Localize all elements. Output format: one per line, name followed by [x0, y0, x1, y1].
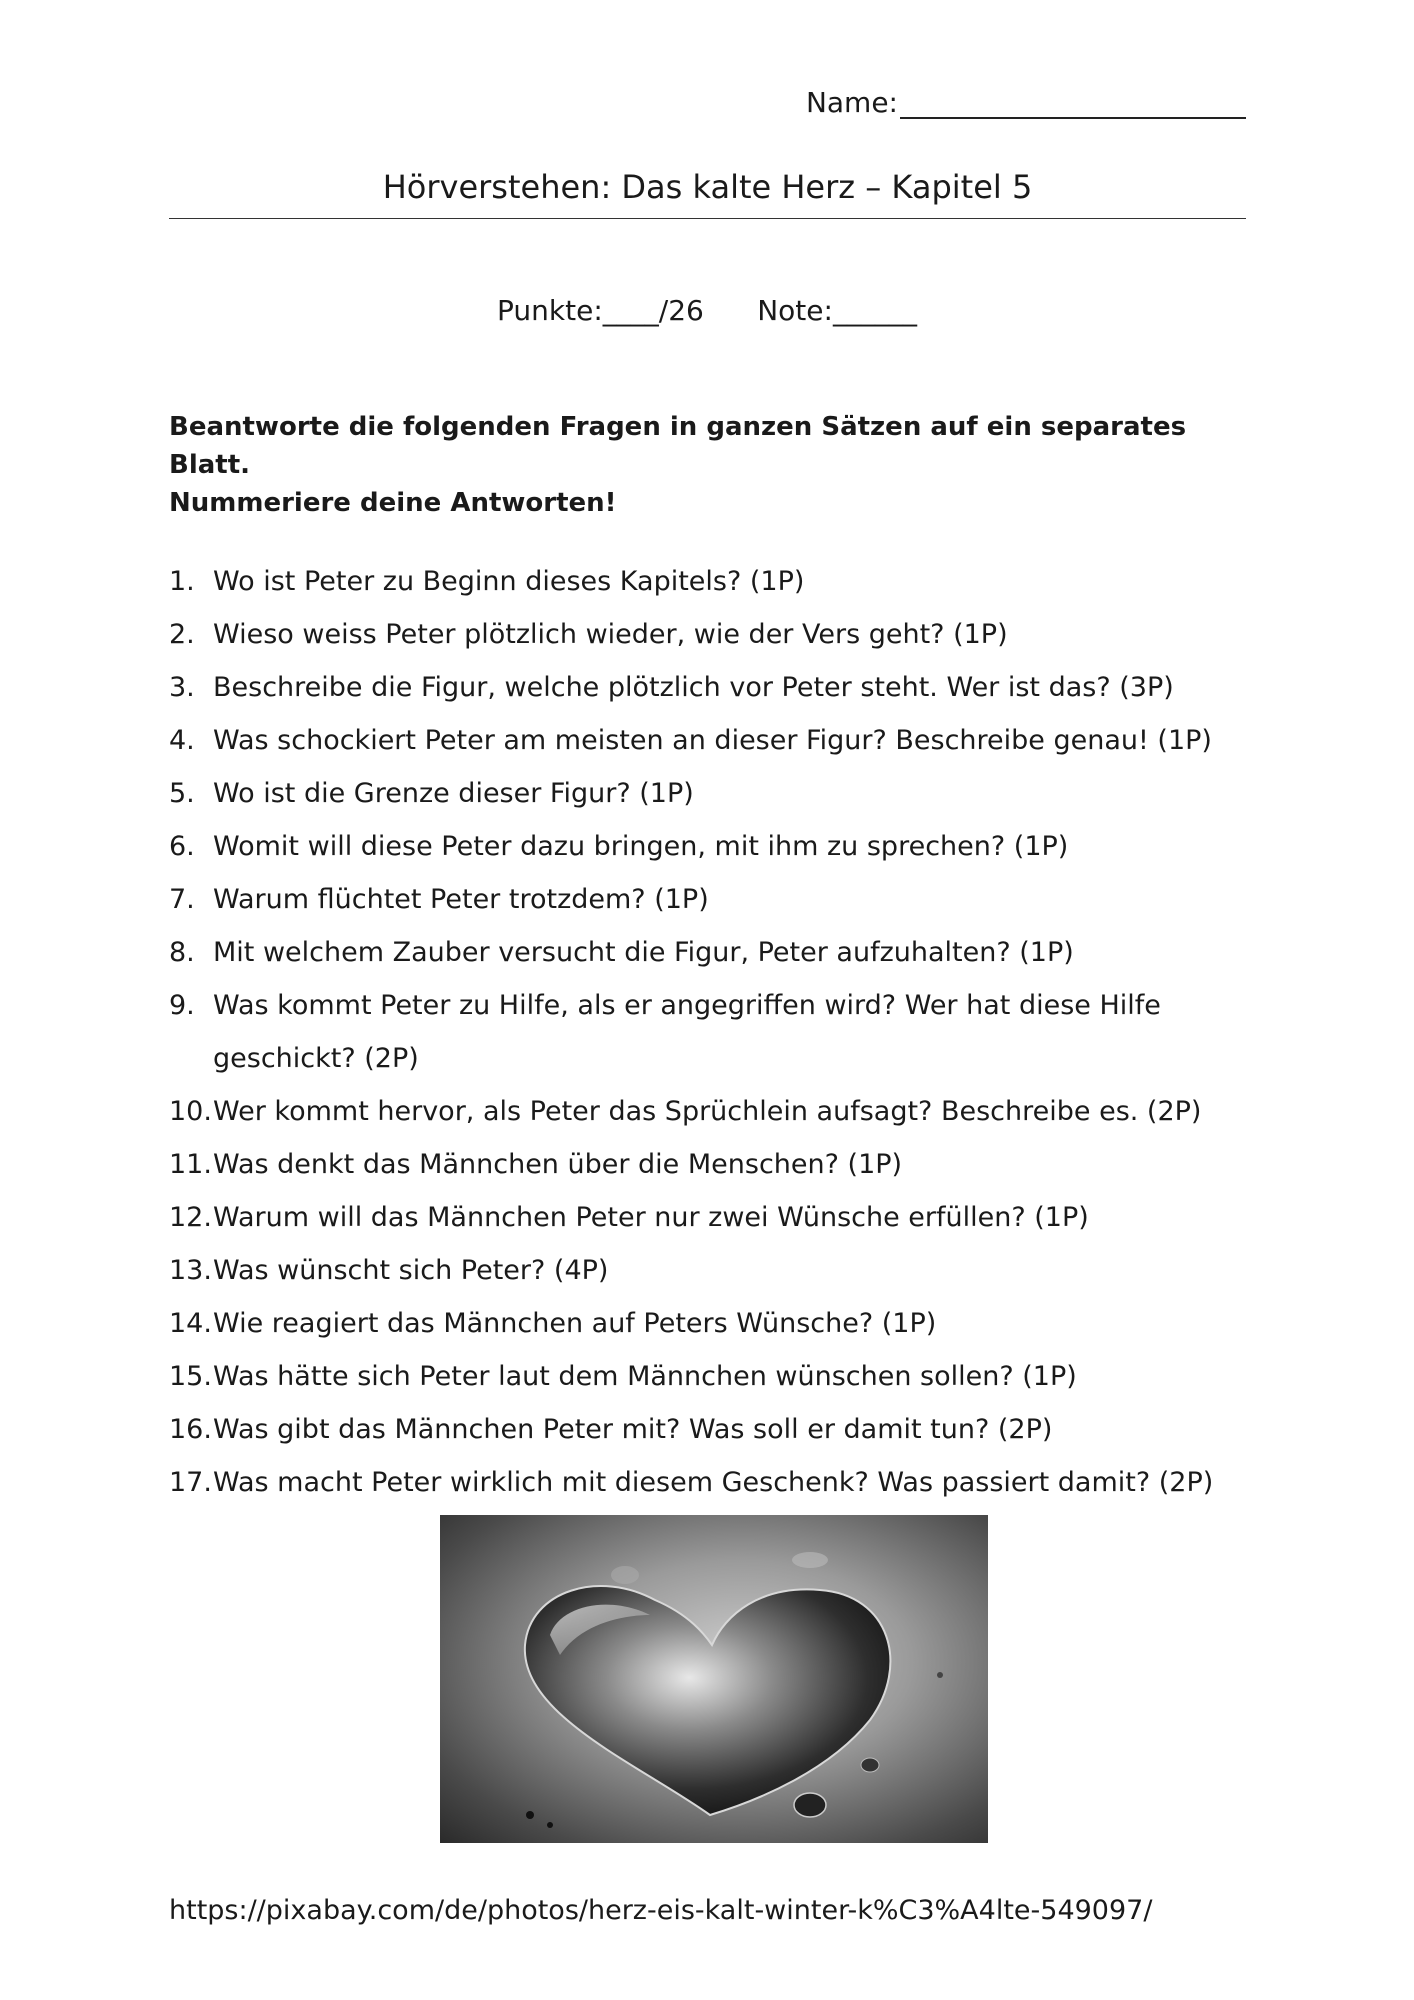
question-text: Womit will diese Peter dazu bringen, mit ihm zu sprechen? (1P) — [213, 831, 1069, 862]
question-number: 2. — [169, 619, 195, 650]
name-label: Name: — [805, 86, 898, 119]
question-number: 7. — [169, 884, 195, 915]
question-text: Beschreibe die Figur, welche plötzlich vor Peter steht. Wer ist das? (3P) — [213, 672, 1174, 703]
question-text: Wie reagiert das Männchen auf Peters Wünsche? (1P) — [213, 1308, 937, 1339]
name-field — [806, 86, 1246, 119]
question-text: Was kommt Peter zu Hilfe, als er angegriffen wird? Wer hat diese Hilfe geschickt? (2P) — [213, 990, 1161, 1074]
question-item — [169, 1244, 1259, 1297]
question-text: Was macht Peter wirklich mit diesem Geschenk? Was passiert damit? (2P) — [213, 1467, 1214, 1498]
instructions — [169, 408, 1259, 522]
question-text: Wer kommt hervor, als Peter das Sprüchlein aufsagt? Beschreibe es. (2P) — [213, 1096, 1202, 1127]
question-number: 16. — [169, 1414, 212, 1445]
question-number: 17. — [169, 1467, 212, 1498]
question-item — [169, 608, 1259, 661]
question-item — [169, 661, 1259, 714]
question-item — [169, 714, 1259, 767]
instructions-line-2: Nummeriere deine Antworten! — [169, 488, 617, 518]
question-text: Was gibt das Männchen Peter mit? Was soll er damit tun? (2P) — [213, 1414, 1053, 1445]
question-text: Was wünscht sich Peter? (4P) — [213, 1255, 609, 1286]
score-line: Punkte:____/26 Note:______ — [497, 294, 917, 327]
question-item — [169, 1350, 1259, 1403]
page-title: Hörverstehen: Das kalte Herz – Kapitel 5 — [169, 168, 1246, 219]
question-number: 10. — [169, 1096, 212, 1127]
question-item — [169, 1403, 1259, 1456]
question-item — [169, 1456, 1259, 1509]
source-url: https://pixabay.com/de/photos/herz-eis-kalt-winter-k%C3%A4lte-549097/ — [169, 1895, 1153, 1926]
question-text: Was denkt das Männchen über die Menschen? (1P) — [213, 1149, 903, 1180]
question-number: 3. — [169, 672, 195, 703]
question-number: 5. — [169, 778, 195, 809]
question-number: 15. — [169, 1361, 212, 1392]
question-item — [169, 767, 1259, 820]
ice-heart-icon — [440, 1515, 988, 1843]
question-number: 8. — [169, 937, 195, 968]
question-item — [169, 1191, 1259, 1244]
ice-heart-photo — [440, 1515, 988, 1843]
question-number: 12. — [169, 1202, 212, 1233]
question-number: 6. — [169, 831, 195, 862]
question-item — [169, 1138, 1259, 1191]
question-item — [169, 873, 1259, 926]
question-text: Was hätte sich Peter laut dem Männchen wünschen sollen? (1P) — [213, 1361, 1077, 1392]
question-number: 1. — [169, 566, 195, 597]
question-list — [169, 555, 1259, 1509]
question-text: Wo ist die Grenze dieser Figur? (1P) — [213, 778, 694, 809]
question-number: 4. — [169, 725, 195, 756]
question-text: Warum flüchtet Peter trotzdem? (1P) — [213, 884, 709, 915]
question-number: 13. — [169, 1255, 212, 1286]
question-item — [169, 1297, 1259, 1350]
question-text: Wo ist Peter zu Beginn dieses Kapitels? (1P) — [213, 566, 805, 597]
question-item — [169, 979, 1259, 1085]
question-text: Mit welchem Zauber versucht die Figur, Peter aufzuhalten? (1P) — [213, 937, 1074, 968]
question-number: 14. — [169, 1308, 212, 1339]
question-item — [169, 1085, 1259, 1138]
question-text: Warum will das Männchen Peter nur zwei Wünsche erfüllen? (1P) — [213, 1202, 1089, 1233]
question-item — [169, 926, 1259, 979]
instructions-line-1: Beantworte die folgenden Fragen in ganzen Sätzen auf ein separates Blatt. — [169, 412, 1187, 480]
question-text: Was schockiert Peter am meisten an dieser Figur? Beschreibe genau! (1P) — [213, 725, 1212, 756]
question-text: Wieso weiss Peter plötzlich wieder, wie der Vers geht? (1P) — [213, 619, 1008, 650]
name-blank-line — [900, 87, 1246, 119]
question-item — [169, 820, 1259, 873]
question-number: 11. — [169, 1149, 212, 1180]
question-number: 9. — [169, 990, 195, 1021]
question-item — [169, 555, 1259, 608]
